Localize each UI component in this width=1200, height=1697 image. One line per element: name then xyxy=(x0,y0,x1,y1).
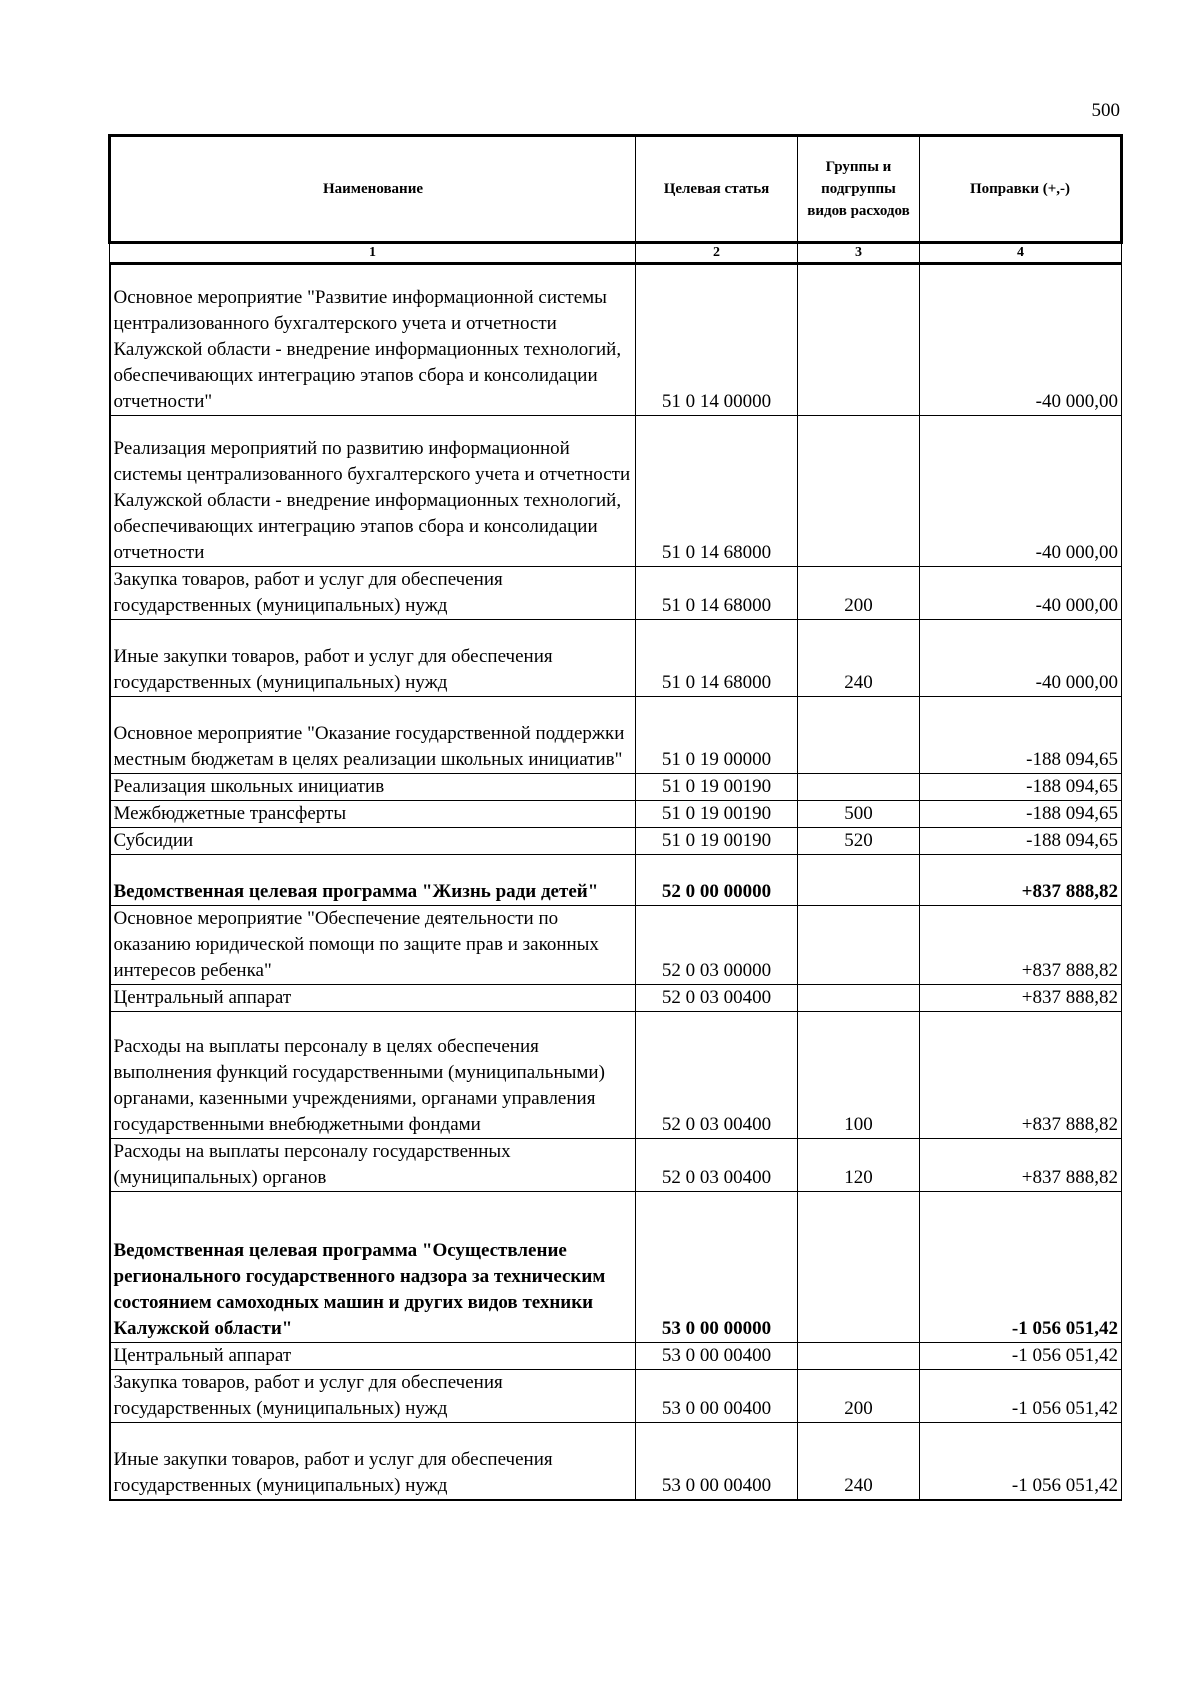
row-amendment-amount: -188 094,65 xyxy=(920,774,1122,801)
row-target-code: 51 0 14 68000 xyxy=(636,620,798,697)
row-name: Центральный аппарат xyxy=(110,985,636,1012)
row-name: Субсидии xyxy=(110,828,636,855)
row-target-code: 53 0 00 00000 xyxy=(636,1192,798,1343)
row-name: Иные закупки товаров, работ и услуг для обеспечения государственных (муниципальных) нужд xyxy=(110,620,636,697)
row-expense-group xyxy=(798,697,920,774)
table-body xyxy=(110,264,1122,1501)
row-amendment-amount: +837 888,82 xyxy=(920,1012,1122,1139)
row-name: Межбюджетные трансферты xyxy=(110,801,636,828)
row-amendment-amount: +837 888,82 xyxy=(920,906,1122,985)
row-target-code: 51 0 19 00190 xyxy=(636,828,798,855)
row-expense-group xyxy=(798,1343,920,1370)
row-amendment-amount: -40 000,00 xyxy=(920,620,1122,697)
row-expense-group xyxy=(798,985,920,1012)
row-expense-group xyxy=(798,416,920,567)
row-amendment-amount: -1 056 051,42 xyxy=(920,1423,1122,1501)
row-expense-group: 120 xyxy=(798,1139,920,1192)
header-amendments: Поправки (+,-) xyxy=(920,136,1122,243)
table-row xyxy=(110,416,1122,567)
row-amendment-amount: -188 094,65 xyxy=(920,697,1122,774)
row-expense-group: 200 xyxy=(798,567,920,620)
header-target-article: Целевая статья xyxy=(636,136,798,243)
row-target-code: 53 0 00 00400 xyxy=(636,1343,798,1370)
row-amendment-amount: -40 000,00 xyxy=(920,264,1122,416)
row-amendment-amount: -40 000,00 xyxy=(920,567,1122,620)
table-header-row xyxy=(110,136,1122,243)
row-target-code: 53 0 00 00400 xyxy=(636,1370,798,1423)
row-expense-group: 240 xyxy=(798,1423,920,1501)
row-target-code: 52 0 00 00000 xyxy=(636,855,798,906)
row-expense-group xyxy=(798,264,920,416)
table-row xyxy=(110,855,1122,906)
column-number: 4 xyxy=(920,243,1122,264)
header-expense-groups: Группы и подгруппы видов расходов xyxy=(798,136,920,243)
row-target-code: 51 0 19 00190 xyxy=(636,801,798,828)
row-expense-group: 500 xyxy=(798,801,920,828)
row-amendment-amount: -1 056 051,42 xyxy=(920,1370,1122,1423)
table-row xyxy=(110,828,1122,855)
column-number: 1 xyxy=(110,243,636,264)
row-target-code: 52 0 03 00000 xyxy=(636,906,798,985)
table-row xyxy=(110,1343,1122,1370)
table-row xyxy=(110,620,1122,697)
row-name: Реализация школьных инициатив xyxy=(110,774,636,801)
table-row xyxy=(110,1139,1122,1192)
table-row xyxy=(110,264,1122,416)
row-amendment-amount: -188 094,65 xyxy=(920,828,1122,855)
table-row xyxy=(110,774,1122,801)
row-name: Закупка товаров, работ и услуг для обеспечения государственных (муниципальных) нужд xyxy=(110,567,636,620)
table-row xyxy=(110,985,1122,1012)
row-name: Центральный аппарат xyxy=(110,1343,636,1370)
row-amendment-amount: -40 000,00 xyxy=(920,416,1122,567)
row-name: Реализация мероприятий по развитию информационной системы централизованного бухгалтерского учета и отчетности Калужской области - внедрение информационных технологий, обеспечивающих интеграцию этапов сбора и консолидации отчетности xyxy=(110,416,636,567)
header-name: Наименование xyxy=(110,136,636,243)
row-target-code: 51 0 19 00000 xyxy=(636,697,798,774)
row-expense-group: 240 xyxy=(798,620,920,697)
column-number: 3 xyxy=(798,243,920,264)
table-row xyxy=(110,906,1122,985)
column-number: 2 xyxy=(636,243,798,264)
row-expense-group: 200 xyxy=(798,1370,920,1423)
row-target-code: 51 0 14 68000 xyxy=(636,567,798,620)
row-target-code: 52 0 03 00400 xyxy=(636,985,798,1012)
row-name: Ведомственная целевая программа "Жизнь ради детей" xyxy=(110,855,636,906)
row-target-code: 52 0 03 00400 xyxy=(636,1012,798,1139)
row-amendment-amount: +837 888,82 xyxy=(920,1139,1122,1192)
row-target-code: 51 0 19 00190 xyxy=(636,774,798,801)
row-expense-group xyxy=(798,855,920,906)
row-expense-group: 520 xyxy=(798,828,920,855)
row-name: Ведомственная целевая программа "Осуществление регионального государственного надзора за техническим состоянием самоходных машин и других видов техники Калужской области" xyxy=(110,1192,636,1343)
table-row xyxy=(110,697,1122,774)
column-number-row xyxy=(110,243,1122,264)
row-expense-group xyxy=(798,1192,920,1343)
row-name: Основное мероприятие "Обеспечение деятельности по оказанию юридической помощи по защите прав и законных интересов ребенка" xyxy=(110,906,636,985)
row-name: Иные закупки товаров, работ и услуг для обеспечения государственных (муниципальных) нужд xyxy=(110,1423,636,1501)
row-amendment-amount: -1 056 051,42 xyxy=(920,1343,1122,1370)
table-row xyxy=(110,1192,1122,1343)
row-name: Расходы на выплаты персоналу в целях обеспечения выполнения функций государственными (муниципальными) органами, казенными учреждениями, органами управления государственными внебюджетными фондами xyxy=(110,1012,636,1139)
row-amendment-amount: +837 888,82 xyxy=(920,985,1122,1012)
row-name: Расходы на выплаты персоналу государственных (муниципальных) органов xyxy=(110,1139,636,1192)
row-name: Основное мероприятие "Оказание государственной поддержки местным бюджетам в целях реализации школьных инициатив" xyxy=(110,697,636,774)
table-row xyxy=(110,1370,1122,1423)
row-target-code: 52 0 03 00400 xyxy=(636,1139,798,1192)
table-row xyxy=(110,567,1122,620)
row-amendment-amount: -1 056 051,42 xyxy=(920,1192,1122,1343)
row-target-code: 53 0 00 00400 xyxy=(636,1423,798,1501)
row-expense-group xyxy=(798,906,920,985)
row-expense-group xyxy=(798,774,920,801)
row-target-code: 51 0 14 68000 xyxy=(636,416,798,567)
row-expense-group: 100 xyxy=(798,1012,920,1139)
budget-amendments-table xyxy=(108,134,1123,1501)
row-target-code: 51 0 14 00000 xyxy=(636,264,798,416)
table-row xyxy=(110,1012,1122,1139)
table-row xyxy=(110,1423,1122,1501)
row-amendment-amount: -188 094,65 xyxy=(920,801,1122,828)
table-row xyxy=(110,801,1122,828)
row-name: Закупка товаров, работ и услуг для обеспечения государственных (муниципальных) нужд xyxy=(110,1370,636,1423)
row-amendment-amount: +837 888,82 xyxy=(920,855,1122,906)
page-number: 500 xyxy=(1091,100,1120,121)
row-name: Основное мероприятие "Развитие информационной системы централизованного бухгалтерского учета и отчетности Калужской области - внедрение информационных технологий, обеспечивающих интеграцию этапов сбора и консолидации отчетности" xyxy=(110,264,636,416)
